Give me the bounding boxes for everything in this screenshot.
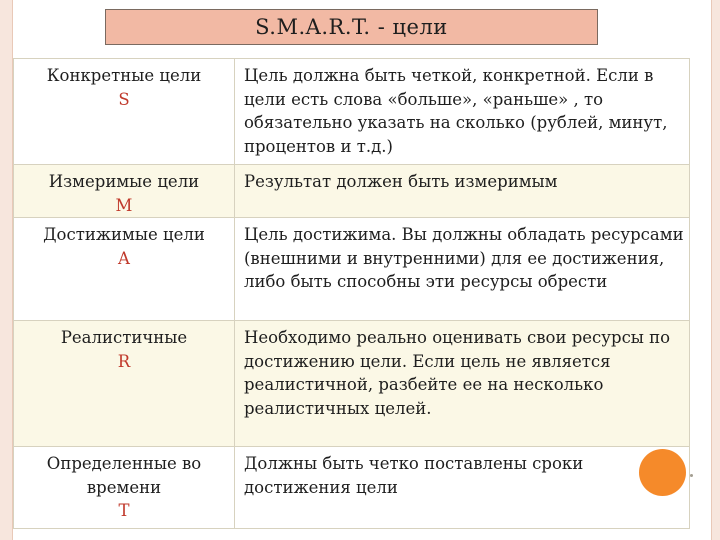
description-cell: Необходимо реально оценивать свои ресурсы по достижению цели. Если цель не является реалистичной, разбейте ее на несколько реалистичных целей. [235,321,690,447]
table-row [14,321,690,447]
slide-frame-line-right [711,0,712,540]
slide-title: S.M.A.R.T. - цели [105,9,598,45]
criterion-cell [14,59,235,165]
decorative-orange-circle [639,449,686,496]
criterion-letter: S [118,89,130,109]
criterion-label: Реалистичные [60,328,188,347]
table-row [14,447,690,529]
decorative-small-dot [690,474,693,477]
description-cell: Цель должна быть четкой, конкретной. Если в цели есть слова «больше», «раньше» , то обязательно указать на сколько (рублей, минут, процентов и т.д.) [235,59,690,165]
table-row [14,59,690,165]
description-cell: Цель достижима. Вы должны обладать ресурсами (внешними и внутренними) для ее достижения, либо быть способны эти ресурсы обрести [235,218,690,321]
criterion-letter: A [118,248,130,268]
criterion-label: Конкретные цели [46,66,202,85]
criterion-label: Определенные во [46,454,202,473]
criterion-label: Измеримые цели [48,172,200,191]
criterion-letter: M [115,195,133,215]
slide-frame-left [0,0,12,540]
criterion-cell [14,321,235,447]
slide-frame-right [712,0,720,540]
criterion-cell [14,218,235,321]
criterion-label: Достижимые цели [43,225,205,244]
description-cell: Результат должен быть измеримым [235,165,690,218]
criterion-label-line-2: времени [86,477,162,497]
description-cell: Должны быть четко поставлены сроки достижения цели [235,447,690,529]
criterion-letter: T [118,501,130,520]
table-row [14,218,690,321]
criterion-letter: R [117,351,131,371]
smart-table [13,58,690,529]
criterion-cell [14,447,235,529]
table-row [14,165,690,218]
criterion-cell [14,165,235,218]
